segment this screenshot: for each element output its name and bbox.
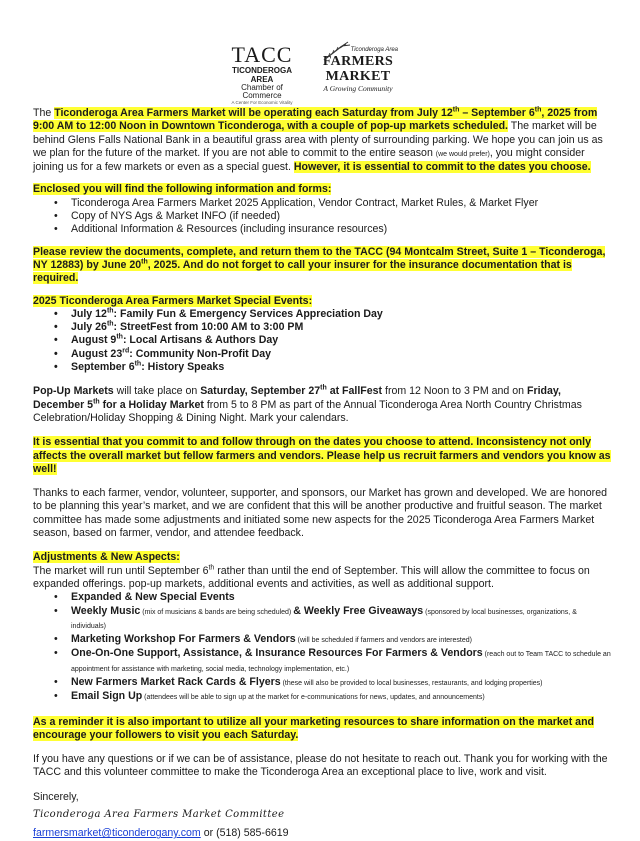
- list-item: • Ticonderoga Area Farmers Market 2025 Application, Vendor Contract, Market Rules, & Market Flyer: [33, 197, 611, 210]
- intro-text-6: , you might consider joining us for a few markets or even as a special guest.: [33, 146, 585, 174]
- enclosed-heading-text: Enclosed you will find the following information and forms:: [33, 183, 332, 196]
- tacc-logo-line2: Chamber of Commerce: [241, 83, 283, 100]
- event-date-sup: th: [134, 360, 142, 368]
- adjustment-note: (these will also be provided to local businesses, restaurants, and lodging properties): [280, 679, 543, 687]
- adjustment-title-2: & Weekly Free Giveaways: [293, 604, 424, 617]
- event-item: [33, 308, 611, 321]
- intro-small-note: (we would prefer): [435, 150, 490, 158]
- event-date: July 26: [71, 321, 107, 334]
- adjustment-item: [33, 591, 611, 604]
- farmers-market-logo-title: FARMERS MARKET: [322, 54, 394, 84]
- event-item: [33, 361, 611, 374]
- adjustments-intro: [33, 565, 611, 592]
- intro-paragraph: [33, 107, 611, 174]
- popup-text-8: from 5 to 8 PM as part of the Annual Ticonderoga Area North Country Christmas Celebration/Holiday Shopping & Dining Night. Mark your calendars.: [33, 398, 582, 424]
- phone-number: or (518) 585-6619: [200, 827, 289, 840]
- intro-text-2: Ticonderoga Area Farmers Market will be operating each Saturday from July 12: [54, 107, 453, 119]
- enclosed-heading: [33, 183, 611, 196]
- event-item: [33, 334, 611, 347]
- adjustment-item: [33, 647, 611, 676]
- review-text-1: Please review the documents, complete, and return them to the TACC (94 Montcalm Street, Suite 1 – Ticonderoga, NY 12883) by June 20: [33, 245, 606, 271]
- adjustment-title: Email Sign Up: [71, 690, 143, 703]
- adjustment-note: (attendees will be able to sign up at the market for e-communications for news, updates, and announcements): [142, 694, 485, 702]
- adjustment-item: [33, 605, 611, 634]
- adjustment-note: (reach out to Team TACC to schedule an appointment for assistance with marketing, social media, technology implementation, etc.): [71, 651, 611, 673]
- questions-paragraph: If you have any questions or if we can be of assistance, please do not hesitate to reach out. Thank you for working with the TACC and this volunteer committee to make the Ticonderoga Area an exceptional place to live, work and visit.: [33, 753, 608, 779]
- tacc-logo: [222, 44, 302, 109]
- adjustments-intro-sup: th: [208, 564, 215, 572]
- farmers-market-logo-top: Ticonderoga Area: [350, 47, 398, 53]
- adjustments-heading: [33, 551, 611, 564]
- popup-text-4: at FallFest: [326, 385, 383, 398]
- adjustment-item: [33, 676, 611, 690]
- event-text: : StreetFest from 10:00 AM to 3:00 PM: [113, 321, 304, 334]
- essential-text: It is essential that you commit to and follow through on the dates you choose to attend. Inconsistency not only affects the overall market but fellow farmers and vendors. Please help us recruit farmers and vendors you know as well!: [33, 436, 611, 475]
- intro-text-1: The: [33, 107, 55, 119]
- events-heading-text: 2025 Ticonderoga Area Farmers Market Special Events:: [33, 294, 313, 307]
- intro-text-5: The market will be behind Glens Falls National Bank in a beautiful grass area with plenty of surrounding parking. We hope you can join us as we plan for the future of the market. If you are not able to commit to the entire season: [33, 120, 603, 159]
- adjustment-item: [33, 633, 611, 647]
- intro-sup-2: th: [534, 106, 542, 114]
- popup-text-3: Saturday, September 27: [200, 385, 321, 398]
- popup-text-7: for a Holiday Market: [99, 398, 204, 411]
- tacc-logo-mark: TACC: [231, 42, 293, 67]
- event-date: September 6: [71, 361, 135, 374]
- wheat-icon: [322, 40, 358, 62]
- header-logos: [0, 42, 640, 105]
- event-date: July 12: [71, 307, 107, 320]
- event-text: : Community Non-Profit Day: [129, 347, 272, 360]
- adjustment-title: One-On-One Support, Assistance, & Insurance Resources For Farmers & Vendors: [71, 647, 483, 660]
- event-date-sup: th: [116, 333, 123, 341]
- events-list: [33, 308, 611, 374]
- popup-text-2: will take place on: [113, 385, 201, 398]
- adjustment-note: (will be scheduled if farmers and vendors are interested): [295, 637, 472, 645]
- adjustment-title: Weekly Music: [71, 604, 141, 617]
- adjustment-note: (mix of musicians & bands are being scheduled): [140, 608, 294, 616]
- popup-fallfest: [200, 385, 382, 397]
- review-paragraph: [33, 246, 611, 286]
- popup-text-1: Pop-Up Markets: [33, 385, 114, 398]
- farmers-market-logo-subtitle: A Growing Community: [323, 84, 393, 93]
- adjustment-title: Expanded & New Special Events: [71, 591, 235, 604]
- adjustments-intro-text-2: rather than until the end of September. This will allow the committee to focus on expanded offerings. pop-up markets, additional events and activities, as well as additional support.: [33, 564, 590, 590]
- intro-text-3: – September 6: [459, 107, 535, 119]
- event-text: : History Speaks: [141, 361, 225, 374]
- closing-sincerely: Sincerely,: [33, 790, 79, 803]
- event-text: : Local Artisans & Authors Day: [122, 334, 279, 347]
- event-date-sup: th: [106, 320, 114, 328]
- list-item: • Copy of NYS Ags & Market INFO (if needed): [33, 210, 611, 223]
- adjustment-note-2: (sponsored by local businesses, organizations, & individuals): [71, 608, 577, 630]
- intro-commit-note: However, it is essential to commit to the dates you choose.: [293, 161, 591, 174]
- popup-text-6: Friday, December 5: [33, 385, 561, 411]
- event-item: [33, 321, 611, 334]
- adjustment-title: Marketing Workshop For Farmers & Vendors: [71, 633, 296, 646]
- list-item: • Additional Information & Resources (including insurance resources): [33, 223, 611, 236]
- adjustments-heading-text: Adjustments & New Aspects:: [33, 551, 180, 564]
- thanks-paragraph: Thanks to each farmer, vendor, volunteer, supporter, and sponsors, our Market has grown and developed. We are honored to be planning this year’s market, and we are confident that this will be another productive and fruitful season. The market committee has made some adjustments and initiated some new aspects for the 2025 Ticonderoga Area Farmers Market season, based on farmer, vendor, and attendee feedback.: [33, 487, 607, 540]
- contact-line: [33, 827, 611, 840]
- event-item: [33, 348, 611, 361]
- popup-sup-1: th: [320, 384, 327, 392]
- popup-sup-2: th: [93, 398, 100, 406]
- popup-paragraph: [33, 385, 611, 425]
- enclosed-list: [33, 197, 611, 237]
- review-text-2: , 2025. And do not forget to call your insurer for the insurance documentation that is required.: [33, 258, 572, 285]
- event-date-sup: th: [106, 307, 114, 315]
- farmers-market-logo: [312, 46, 404, 93]
- reminder-text: As a reminder it is also important to utilize all your marketing resources to share information on the market and encourage your followers to visit you each Saturday.: [33, 715, 595, 741]
- letter-body: [33, 107, 611, 841]
- tacc-logo-line1: TICONDEROGA AREA: [232, 66, 292, 84]
- email-link[interactable]: farmersmarket@ticonderogany.com: [33, 827, 201, 840]
- signature: Ticonderoga Area Farmers Market Committee: [33, 809, 285, 821]
- adjustments-intro-text-1: The market will run until September 6: [33, 564, 209, 577]
- events-heading: [33, 295, 611, 308]
- popup-text-5: from 12 Noon to 3 PM and on: [382, 385, 527, 398]
- reminder-paragraph: [33, 716, 611, 743]
- essential-paragraph: [33, 436, 611, 476]
- event-text: : Family Fun & Emergency Services Appreciation Day: [113, 307, 383, 320]
- review-highlight: [33, 246, 605, 285]
- event-date: August 23: [71, 347, 123, 360]
- review-sup: th: [141, 258, 148, 266]
- event-date: August 9: [71, 334, 117, 347]
- adjustment-title: New Farmers Market Rack Cards & Flyers: [71, 675, 281, 688]
- intro-text-4: , 2025 from 9:00 AM to 12:00 Noon in Downtown Ticonderoga, with a couple of pop-up markets scheduled.: [33, 107, 598, 133]
- intro-sup-1: th: [452, 106, 460, 114]
- adjustment-item: [33, 690, 611, 704]
- event-date-sup: rd: [122, 347, 130, 355]
- adjustments-list: [33, 591, 611, 704]
- tacc-logo-tagline: A Center For Economic Vitality: [231, 100, 293, 105]
